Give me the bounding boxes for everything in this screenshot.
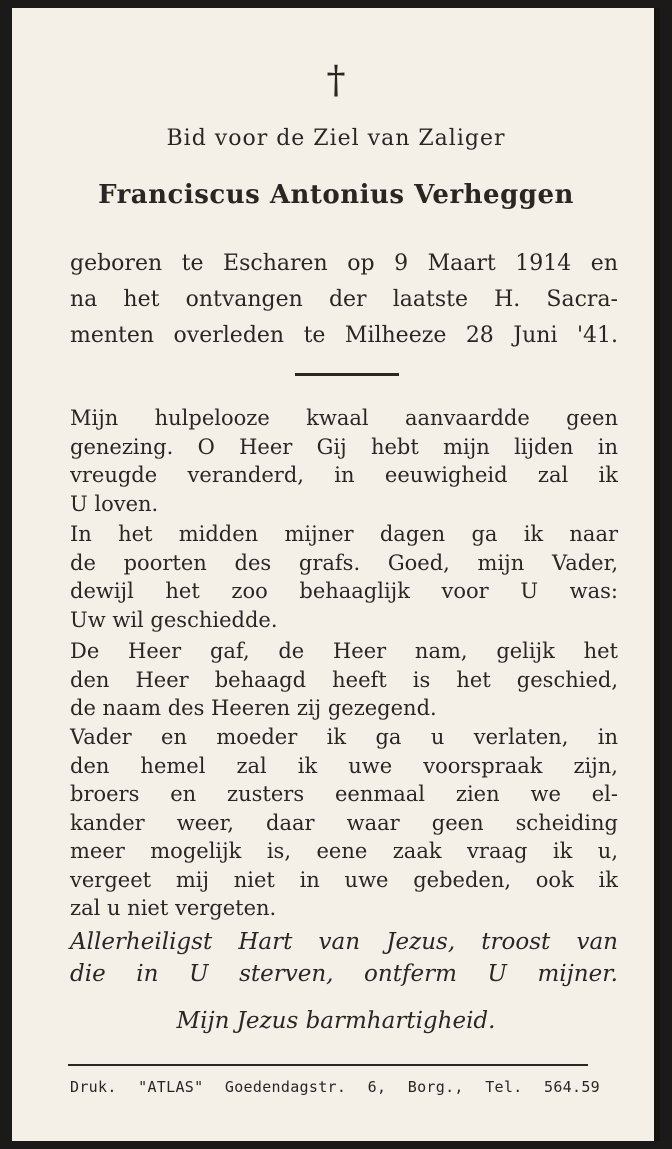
paragraph-2 [70, 520, 618, 634]
prayer-line: Allerheiligst Hart van Jezus, troost van [70, 929, 618, 955]
prayer-invocation [70, 926, 618, 990]
paragraph-line: In het midden mijner dagen ga ik naar [70, 522, 618, 546]
cross-icon: † [326, 58, 346, 102]
paragraph-line: zal u niet vergeten. [70, 896, 277, 920]
deceased-name: Franciscus Antonius Verheggen [98, 180, 574, 210]
paragraph-line: de naam des Heeren zij gezegend. [70, 696, 437, 720]
card-left-edge [0, 0, 12, 1149]
paragraph-line: kander weer, daar waar geen scheiding [70, 810, 618, 835]
paragraph-line: U loven. [70, 491, 159, 516]
birth-line: menten overleden te Milheeze 28 Juni '41. [70, 323, 618, 348]
printer-imprint: Druk. "ATLAS" Goedendagstr. 6, Borg., Tel. 564.59 [70, 1078, 600, 1096]
paragraph-line: den Heer behaagd heeft is het geschied, [70, 667, 618, 692]
mercy-prayer: Mijn Jezus barmhartigheid. [176, 1008, 496, 1034]
paragraph-line: vreugde veranderd, in eeuwigheid zal ik [70, 463, 618, 487]
paragraph-line: De Heer gaf, de Heer nam, gelijk het [70, 639, 618, 663]
paragraph-line: vergeet mij niet in uwe gebeden, ook ik [70, 867, 618, 892]
birth-line: geboren te Escharen op 9 Maart 1914 en [70, 251, 618, 276]
paragraph-line: broers en zusters eenmaal zien we el- [70, 782, 618, 806]
paragraph-line: de poorten des grafs. Goed, mijn Vader, [70, 550, 618, 575]
paragraph-4 [70, 723, 618, 923]
paragraph-line: den hemel zal ik uwe voorspraak zijn, [70, 753, 618, 778]
paragraph-line: Vader en moeder ik ga u verlaten, in [70, 725, 618, 749]
paragraph-1 [70, 404, 618, 518]
paragraph-line: dewijl het zoo behaaglijk voor U was: [70, 579, 618, 603]
paragraph-3 [70, 637, 618, 723]
birth-death-notice [70, 246, 618, 354]
card-bottom-edge [0, 1141, 672, 1149]
paragraph-line: Uw wil geschiedde. [70, 607, 278, 632]
divider-rule [295, 373, 399, 376]
paragraph-line: genezing. O Heer Gij hebt mijn lijden in [70, 434, 618, 459]
invocation-heading: Bid voor de Ziel van Zaliger [166, 126, 506, 151]
footer-rule [68, 1064, 588, 1066]
memorial-card [12, 8, 660, 1141]
paragraph-line: meer mogelijk is, eene zaak vraag ik u, [70, 839, 618, 863]
prayer-line: die in U sterven, ontferm U mijner. [70, 961, 618, 987]
birth-line: na het ontvangen der laatste H. Sacra- [70, 287, 618, 312]
paragraph-line: Mijn hulpelooze kwaal aanvaardde geen [70, 406, 618, 430]
